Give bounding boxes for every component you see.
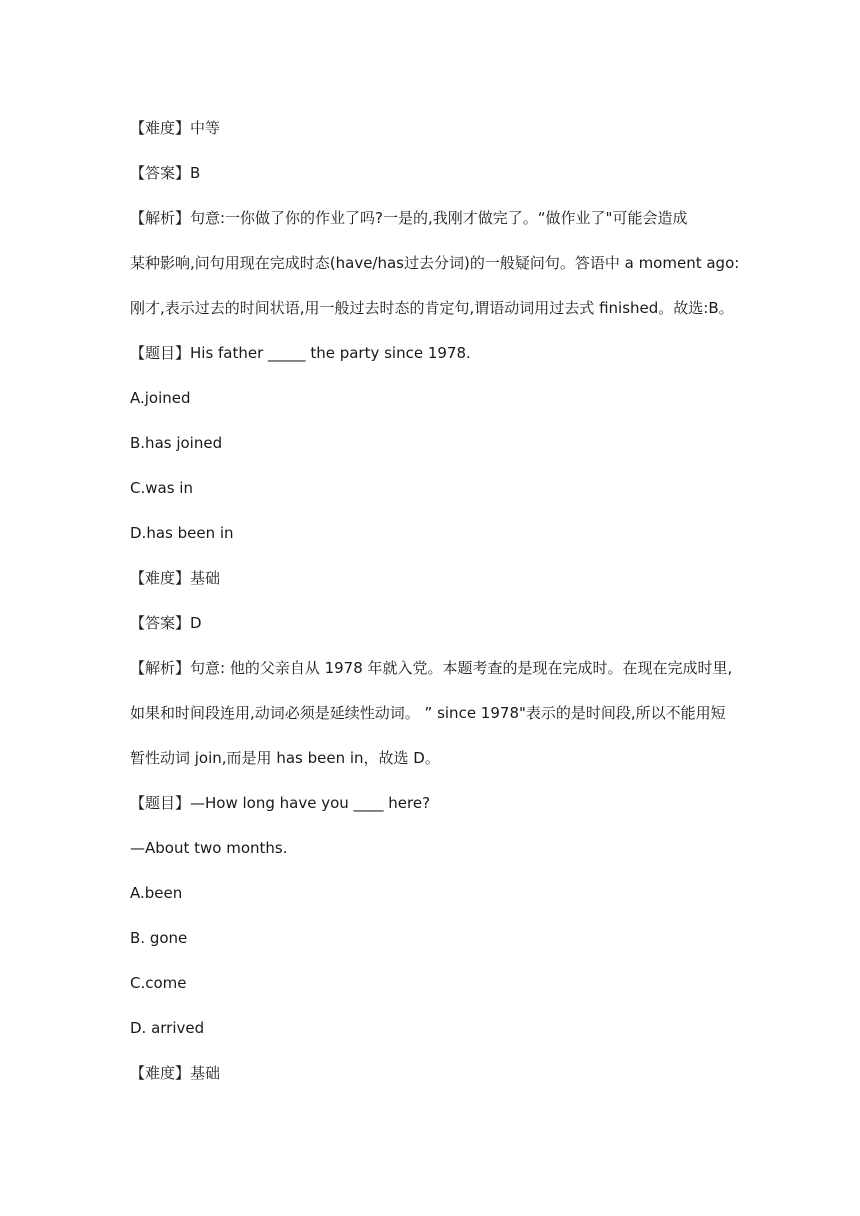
option-line: A.joined: [130, 389, 191, 407]
answer-line: 【答案】D: [130, 614, 202, 632]
option-line: A.been: [130, 884, 183, 902]
question-line: 【题目】—How long have you ____ here?: [130, 794, 431, 812]
difficulty-line: 【难度】中等: [130, 119, 221, 137]
question-line: 【题目】His father _____ the party since 1978.: [130, 344, 471, 362]
option-line: B. gone: [130, 929, 188, 947]
answer-line: 【答案】B: [130, 164, 201, 182]
explanation-line: 【解析】句意: 他的父亲自从 1978 年就入党。本题考查的是现在完成时。在现在完成时里,: [130, 659, 733, 677]
option-line: C.come: [130, 974, 187, 992]
explanation-line: 刚才,表示过去的时间状语,用一般过去时态的肯定句,谓语动词用过去式 finished。故选:B。: [130, 299, 734, 317]
difficulty-line: 【难度】基础: [130, 569, 221, 587]
explanation-line: 某种影响,问句用现在完成时态(have/has过去分词)的一般疑问句。答语中 a moment ago:: [130, 254, 740, 272]
option-line: D. arrived: [130, 1019, 205, 1037]
difficulty-line: 【难度】基础: [130, 1064, 221, 1082]
dialogue-line: —About two months.: [130, 839, 288, 857]
explanation-line: 如果和时间段连用,动词必须是延续性动词。 ” since 1978"表示的是时间段,所以不能用短: [130, 704, 726, 722]
option-line: B.has joined: [130, 434, 223, 452]
option-line: D.has been in: [130, 524, 234, 542]
explanation-line: 【解析】句意:一你做了你的作业了吗?一是的,我刚才做完了。“做作业了"可能会造成: [130, 209, 688, 227]
explanation-line: 暂性动词 join,而是用 has been in，故选 D。: [130, 749, 440, 767]
option-line: C.was in: [130, 479, 193, 497]
